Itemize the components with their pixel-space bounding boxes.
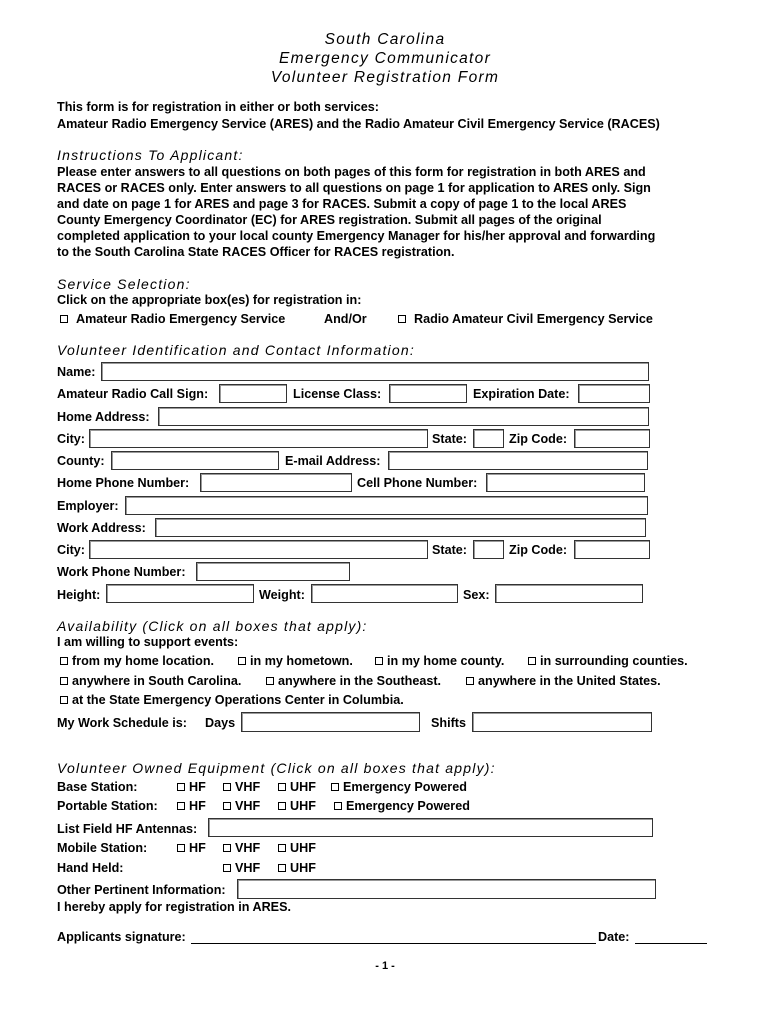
- equipment-heading: Volunteer Owned Equipment (Click on all boxes that apply):: [57, 760, 496, 776]
- name-label: Name:: [57, 365, 96, 379]
- checkbox[interactable]: [238, 657, 246, 665]
- portable-uhf[interactable]: [278, 798, 316, 814]
- mobile-hf[interactable]: [177, 840, 206, 856]
- instructions-line: completed application to your local county Emergency Manager for his/her approval and forwarding: [57, 229, 656, 243]
- portable-hf[interactable]: [177, 798, 206, 814]
- cell-phone-label: Cell Phone Number:: [357, 476, 478, 490]
- cell-phone-field[interactable]: [486, 473, 645, 492]
- weight-field[interactable]: [311, 584, 458, 603]
- base-hf[interactable]: [177, 779, 206, 795]
- name-field[interactable]: [101, 362, 649, 381]
- avail-eoc[interactable]: [60, 692, 404, 708]
- checkbox[interactable]: [60, 657, 68, 665]
- service-ares-option[interactable]: [60, 311, 285, 327]
- instructions-line: to the South Carolina State RACES Officer for RACES registration.: [57, 245, 455, 259]
- work-state-label: State:: [432, 543, 467, 557]
- instructions-line: Please enter answers to all questions on both pages of this form for registration in both ARES and: [57, 165, 646, 179]
- avail-home-county[interactable]: [375, 653, 504, 669]
- state-field[interactable]: [473, 429, 504, 448]
- base-emergency[interactable]: [331, 779, 467, 795]
- portable-emergency[interactable]: [334, 798, 470, 814]
- work-zip-label: Zip Code:: [509, 543, 568, 557]
- signature-label: Applicants signature:: [57, 930, 186, 944]
- avail-united-states[interactable]: [466, 673, 661, 689]
- instructions-heading: Instructions To Applicant:: [57, 147, 244, 163]
- email-label: E-mail Address:: [285, 454, 381, 468]
- checkbox[interactable]: [331, 783, 339, 791]
- checkbox[interactable]: [278, 802, 286, 810]
- checkbox[interactable]: [177, 802, 185, 810]
- sex-field[interactable]: [495, 584, 643, 603]
- shifts-field[interactable]: [472, 712, 652, 732]
- option-label: at the State Emergency Operations Center in Columbia.: [72, 693, 404, 707]
- portable-vhf[interactable]: [223, 798, 260, 814]
- email-field[interactable]: [388, 451, 648, 470]
- option-label: VHF: [235, 861, 261, 875]
- other-info-field[interactable]: [237, 879, 656, 899]
- checkbox[interactable]: [334, 802, 342, 810]
- zip-label: Zip Code:: [509, 432, 568, 446]
- checkbox[interactable]: [223, 864, 231, 872]
- handheld-vhf[interactable]: [223, 860, 260, 876]
- date-line[interactable]: [635, 943, 707, 944]
- license-field[interactable]: [389, 384, 467, 403]
- option-label: in my home county.: [387, 654, 505, 668]
- races-label: Radio Amateur Civil Emergency Service: [414, 312, 653, 326]
- avail-hometown[interactable]: [238, 653, 353, 669]
- handheld-label: Hand Held:: [57, 861, 124, 875]
- option-label: UHF: [290, 780, 316, 794]
- handheld-uhf[interactable]: [278, 860, 316, 876]
- city-label: City:: [57, 432, 85, 446]
- home-phone-field[interactable]: [200, 473, 352, 492]
- callsign-label: Amateur Radio Call Sign:: [57, 387, 209, 401]
- days-label: Days: [205, 716, 236, 730]
- option-label: HF: [189, 780, 206, 794]
- avail-southeast[interactable]: [266, 673, 441, 689]
- option-label: from my home location.: [72, 654, 215, 668]
- employer-label: Employer:: [57, 499, 119, 513]
- checkbox[interactable]: [60, 696, 68, 704]
- ares-label: Amateur Radio Emergency Service: [76, 312, 286, 326]
- form-title-line-2: Emergency Communicator: [278, 50, 492, 67]
- antennas-field[interactable]: [208, 818, 653, 837]
- instructions-line: County Emergency Coordinator (EC) for ARES registration. Submit all pages of the original: [57, 213, 602, 227]
- service-races-option[interactable]: [398, 311, 653, 327]
- base-station-label: Base Station:: [57, 780, 138, 794]
- checkbox[interactable]: [223, 802, 231, 810]
- portable-station-label: Portable Station:: [57, 799, 158, 813]
- option-label: VHF: [235, 780, 261, 794]
- expiration-field[interactable]: [578, 384, 650, 403]
- and-or-label: And/Or: [324, 312, 367, 326]
- signature-line[interactable]: [191, 943, 596, 944]
- form-title-line-1: South Carolina: [324, 31, 446, 48]
- work-zip-field[interactable]: [574, 540, 650, 559]
- option-label: Emergency Powered: [346, 799, 470, 813]
- antennas-label: List Field HF Antennas:: [57, 822, 198, 836]
- service-prompt: Click on the appropriate box(es) for registration in:: [57, 293, 362, 307]
- zip-field[interactable]: [574, 429, 650, 448]
- work-state-field[interactable]: [473, 540, 504, 559]
- checkbox[interactable]: [177, 783, 185, 791]
- employer-field[interactable]: [125, 496, 648, 515]
- checkbox[interactable]: [278, 783, 286, 791]
- work-address-field[interactable]: [155, 518, 646, 537]
- weight-label: Weight:: [259, 588, 305, 602]
- option-label: HF: [189, 799, 206, 813]
- availability-heading: Availability (Click on all boxes that apply):: [57, 618, 368, 634]
- city-field[interactable]: [89, 429, 428, 448]
- other-info-label: Other Pertinent Information:: [57, 883, 226, 897]
- ares-checkbox[interactable]: [60, 315, 68, 323]
- county-label: County:: [57, 454, 105, 468]
- checkbox[interactable]: [466, 677, 474, 685]
- sex-label: Sex:: [463, 588, 490, 602]
- avail-surrounding[interactable]: [528, 653, 688, 669]
- home-address-field[interactable]: [158, 407, 649, 426]
- option-label: anywhere in South Carolina.: [72, 674, 242, 688]
- license-label: License Class:: [293, 387, 382, 401]
- height-label: Height:: [57, 588, 101, 602]
- avail-home-location[interactable]: [60, 653, 214, 669]
- form-title-line-3: Volunteer Registration Form: [270, 69, 500, 86]
- mobile-uhf[interactable]: [278, 840, 316, 856]
- days-field[interactable]: [241, 712, 420, 732]
- base-vhf[interactable]: [223, 779, 260, 795]
- checkbox[interactable]: [177, 844, 185, 852]
- option-label: anywhere in the United States.: [478, 674, 661, 688]
- home-phone-label: Home Phone Number:: [57, 476, 190, 490]
- checkbox[interactable]: [223, 783, 231, 791]
- state-label: State:: [432, 432, 467, 446]
- instructions-line: and date on page 1 for ARES and page 3 for RACES. Submit a copy of page 1 to the local ARES: [57, 197, 627, 211]
- home-address-label: Home Address:: [57, 410, 150, 424]
- instructions-line: RACES or RACES only. Enter answers to all questions on page 1 for application to ARES only. Sign: [57, 181, 651, 195]
- expiration-label: Expiration Date:: [473, 387, 570, 401]
- apply-statement: I hereby apply for registration in ARES.: [57, 900, 291, 914]
- option-label: Emergency Powered: [343, 780, 467, 794]
- intro-line-2: Amateur Radio Emergency Service (ARES) and the Radio Amateur Civil Emergency Service (RACES): [57, 117, 660, 131]
- callsign-field[interactable]: [219, 384, 287, 403]
- option-label: VHF: [235, 799, 261, 813]
- schedule-label: My Work Schedule is:: [57, 716, 187, 730]
- option-label: UHF: [290, 799, 316, 813]
- base-uhf[interactable]: [278, 779, 316, 795]
- intro-line-1: This form is for registration in either or both services:: [57, 100, 379, 114]
- option-label: anywhere in the Southeast.: [278, 674, 442, 688]
- option-label: UHF: [290, 841, 316, 855]
- option-label: in my hometown.: [250, 654, 353, 668]
- work-phone-label: Work Phone Number:: [57, 565, 186, 579]
- shifts-label: Shifts: [431, 716, 466, 730]
- avail-south-carolina[interactable]: [60, 673, 241, 689]
- page-number: - 1 -: [375, 960, 395, 972]
- option-label: UHF: [290, 861, 316, 875]
- checkbox[interactable]: [266, 677, 274, 685]
- option-label: VHF: [235, 841, 261, 855]
- checkbox[interactable]: [223, 844, 231, 852]
- work-phone-field[interactable]: [196, 562, 350, 581]
- mobile-vhf[interactable]: [223, 840, 260, 856]
- checkbox[interactable]: [375, 657, 383, 665]
- availability-prompt: I am willing to support events:: [57, 635, 239, 649]
- checkbox[interactable]: [278, 864, 286, 872]
- races-checkbox[interactable]: [398, 315, 406, 323]
- option-label: in surrounding counties.: [540, 654, 688, 668]
- work-address-label: Work Address:: [57, 521, 146, 535]
- mobile-station-label: Mobile Station:: [57, 841, 148, 855]
- option-label: HF: [189, 841, 206, 855]
- work-city-label: City:: [57, 543, 85, 557]
- height-field[interactable]: [106, 584, 254, 603]
- service-heading: Service Selection:: [57, 276, 191, 292]
- work-city-field[interactable]: [89, 540, 428, 559]
- checkbox[interactable]: [60, 677, 68, 685]
- contact-heading: Volunteer Identification and Contact Information:: [57, 342, 415, 358]
- date-label: Date:: [598, 930, 630, 944]
- checkbox[interactable]: [528, 657, 536, 665]
- checkbox[interactable]: [278, 844, 286, 852]
- county-field[interactable]: [111, 451, 279, 470]
